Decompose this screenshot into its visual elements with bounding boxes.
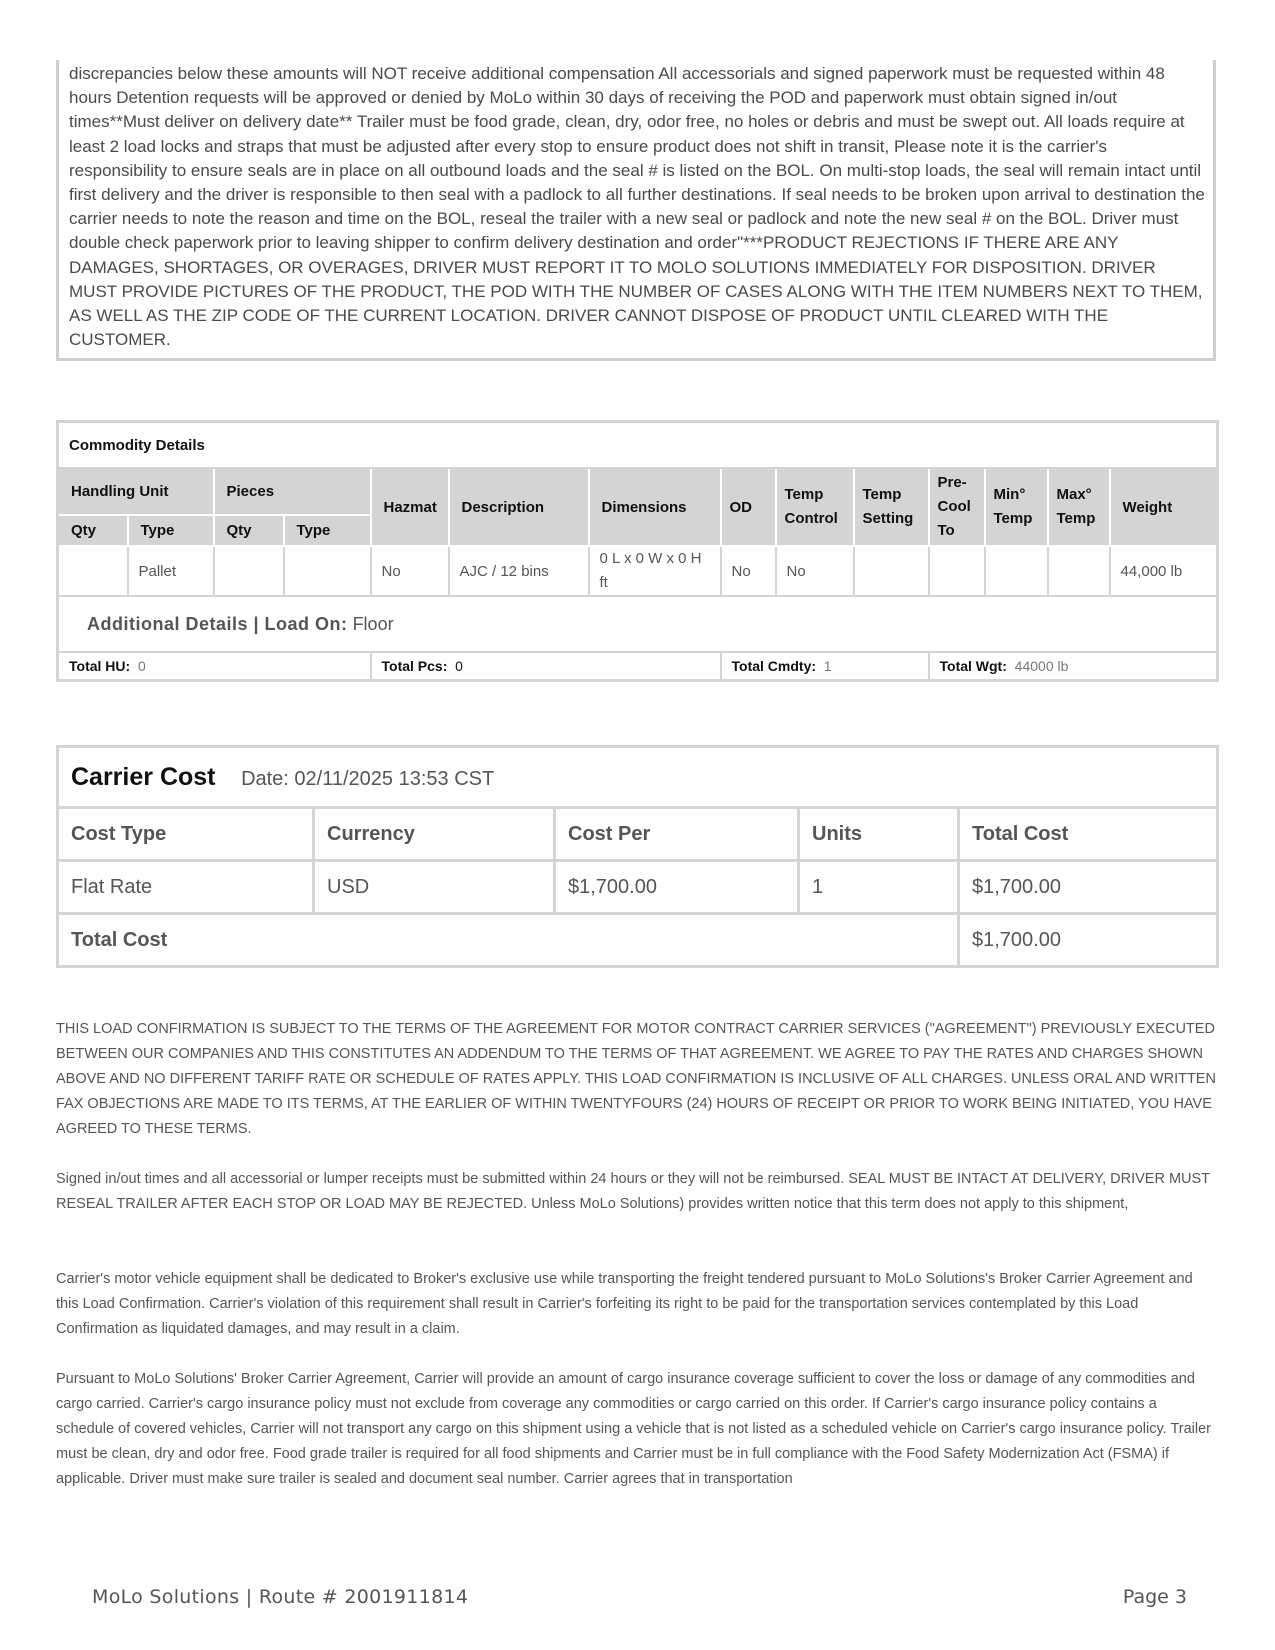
weight-cell: 44,000 lb	[1110, 546, 1218, 596]
page-number: Page 3	[1122, 1586, 1187, 1608]
carrier-cost-table	[56, 745, 1219, 968]
currency-header: Currency	[314, 808, 555, 861]
hazmat-header: Hazmat	[371, 468, 449, 546]
total-pcs-value: 0	[455, 658, 463, 674]
dimensions-cell: 0 L x 0 W x 0 H ft	[589, 546, 721, 596]
od-cell: No	[721, 546, 776, 596]
hazmat-cell: No	[371, 546, 449, 596]
total-pcs	[371, 652, 721, 681]
hu-qty-cell	[58, 546, 128, 596]
max-temp-cell	[1048, 546, 1110, 596]
additional-details	[58, 596, 1218, 652]
handling-unit-header: Handling Unit	[58, 468, 214, 515]
carrier-cost-date: Date: 02/11/2025 13:53 CST	[241, 767, 495, 790]
carrier-cost-header	[58, 747, 1218, 808]
pc-type-header: Type	[284, 515, 371, 546]
terms-paragraph: Carrier's motor vehicle equipment shall be dedicated to Broker's exclusive use while transporting the freight tendered pursuant to MoLo Solutions's Broker Carrier Agreement and this Load Confirmation. Carrier's violation of this requirement shall result in Carrier's forfeiting its right to be paid for the transportation services contemplated by this Load Confirmation as liquidated damages, and may result in a claim.	[56, 1271, 1193, 1337]
terms-paragraph: Signed in/out times and all accessorial or lumper receipts must be submitted within 24 hours or they will not be reimbursed. SEAL MUST BE INTACT AT DELIVERY, DRIVER MUST RESEAL TRAILER AFTER EACH STOP OR LOAD MAY BE REJECTED. Unless MoLo Solutions) provides written notice that this term does not apply to this shipment,	[56, 1171, 1210, 1212]
pc-type-cell	[284, 546, 371, 596]
table-row	[58, 546, 1218, 596]
cost-type-cell: Flat Rate	[58, 861, 314, 914]
temp-setting-header: Temp Setting	[854, 468, 929, 546]
currency-cell: USD	[314, 861, 555, 914]
total-pcs-label: Total Pcs:	[381, 658, 448, 674]
footer-route: MoLo Solutions | Route # 2001911814	[92, 1586, 469, 1608]
hu-type-cell: Pallet	[128, 546, 214, 596]
total-wgt-label: Total Wgt:	[939, 658, 1007, 674]
min-temp-cell	[985, 546, 1048, 596]
total-cmdty-label: Total Cmdty:	[731, 658, 817, 674]
commodity-details-title: Commodity Details	[58, 422, 1218, 469]
commodity-details-table	[56, 420, 1219, 682]
temp-control-header: Temp Control	[776, 468, 854, 546]
min-temp-header: Min° Temp	[985, 468, 1048, 546]
max-temp-header: Max° Temp	[1048, 468, 1110, 546]
total-hu-value: 0	[137, 658, 146, 674]
cost-per-header: Cost Per	[555, 808, 799, 861]
total-wgt	[929, 652, 1218, 681]
temp-control-cell: No	[776, 546, 854, 596]
pre-cool-to-header: Pre-Cool To	[929, 468, 985, 546]
pc-qty-header: Qty	[214, 515, 284, 546]
description-header: Description	[449, 468, 589, 546]
cost-per-cell: $1,700.00	[555, 861, 799, 914]
dimensions-header: Dimensions	[589, 468, 721, 546]
description-cell: AJC / 12 bins	[449, 546, 589, 596]
pre-cool-to-cell	[929, 546, 985, 596]
total-cmdty-value: 1	[823, 658, 832, 674]
total-cmdty	[721, 652, 929, 681]
load-on-value: Floor	[352, 613, 394, 634]
pieces-header: Pieces	[214, 468, 371, 515]
hu-qty-header: Qty	[58, 515, 128, 546]
total-hu-label: Total HU:	[69, 658, 131, 674]
units-cell: 1	[799, 861, 959, 914]
total-cost-cell: $1,700.00	[959, 861, 1218, 914]
total-hu	[58, 652, 371, 681]
od-header: OD	[721, 468, 776, 546]
temp-setting-cell	[854, 546, 929, 596]
cost-type-header: Cost Type	[58, 808, 314, 861]
hu-type-header: Type	[128, 515, 214, 546]
units-header: Units	[799, 808, 959, 861]
special-instructions-text: discrepancies below these amounts will NOT receive additional compensation All accessorials and signed paperwork must be requested within 48 hours Detention requests will be approved or denied by MoLo within 30 days of receiving the POD and paperwork must obtain signed in/out times**Must deliver on delivery date** Trailer must be food grade, clean, dry, odor free, no holes or debris and must be swept out. All loads require at least 2 load locks and straps that must be adjusted after every stop to ensure product does not shift in transit, Please note it is the carrier's responsibility to ensure seals are in place on all outbound loads and the seal # is listed on the BOL. On multi-stop loads, the seal will remain intact until first delivery and the driver is responsible to then seal with a padlock to all further destinations. If seal needs to be broken upon arrival to destination the carrier needs to note the reason and time on the BOL, reseal the trailer with a new seal or padlock and note the new seal # on the BOL. Driver must double check paperwork prior to leaving shipper to confirm delivery destination and order"***PRODUCT REJECTIONS IF THERE ARE ANY DAMAGES, SHORTAGES, OR OVERAGES, DRIVER MUST REPORT IT TO MOLO SOLUTIONS IMMEDIATELY FOR DISPOSITION. DRIVER MUST PROVIDE PICTURES OF THE PRODUCT, THE POD WITH THE NUMBER OF CASES ALONG WITH THE ITEM NUMBERS NEXT TO THEM, AS WELL AS THE ZIP CODE OF THE CURRENT LOCATION. DRIVER CANNOT DISPOSE OF PRODUCT UNTIL CLEARED WITH THE CUSTOMER.	[56, 60, 1216, 361]
terms-paragraph: THIS LOAD CONFIRMATION IS SUBJECT TO THE TERMS OF THE AGREEMENT FOR MOTOR CONTRACT CARRIER SERVICES ("AGREEMENT") PREVIOUSLY EXECUTED BETWEEN OUR COMPANIES AND THIS CONSTITUTES AN ADDENDUM TO THE TERMS OF THAT AGREEMENT. WE AGREE TO PAY THE RATES AND CHARGES SHOWN ABOVE AND NO DIFFERENT TARIFF RATE OR SCHEDULE OF RATES APPLY. THIS LOAD CONFIRMATION IS INCLUSIVE OF ALL CHARGES. UNLESS ORAL AND WRITTEN FAX OBJECTIONS ARE MADE TO ITS TERMS, AT THE EARLIER OF WITHIN TWENTYFOURS (24) HOURS OF RECEIPT OR PRIOR TO WORK BEING INITIATED, YOU HAVE AGREED TO THESE TERMS.	[56, 1021, 1216, 1137]
weight-header: Weight	[1110, 468, 1218, 546]
grand-total-value: $1,700.00	[959, 914, 1218, 967]
total-wgt-value: 44000 lb	[1014, 658, 1069, 674]
additional-details-label: Additional Details | Load On:	[87, 613, 348, 634]
total-cost-header: Total Cost	[959, 808, 1218, 861]
pc-qty-cell	[214, 546, 284, 596]
carrier-cost-title: Carrier Cost	[71, 762, 216, 791]
terms-paragraph: Pursuant to MoLo Solutions' Broker Carrier Agreement, Carrier will provide an amount of cargo insurance coverage sufficient to cover the loss or damage of any commodities and cargo carried. Carrier's cargo insurance policy must not exclude from coverage any commodities or cargo carried on this order. If Carrier's cargo insurance policy contains a schedule of covered vehicles, Carrier will not transport any cargo on this shipment using a vehicle that is not listed as a scheduled vehicle on Carrier's cargo insurance policy. Trailer must be clean, dry and odor free. Food grade trailer is required for all food shipments and Carrier must be in full compliance with the Food Safety Modernization Act (FSMA) if applicable. Driver must make sure trailer is sealed and document seal number. Carrier agrees that in transportation	[56, 1371, 1212, 1487]
table-row	[58, 861, 1218, 914]
grand-total-label: Total Cost	[58, 914, 959, 967]
